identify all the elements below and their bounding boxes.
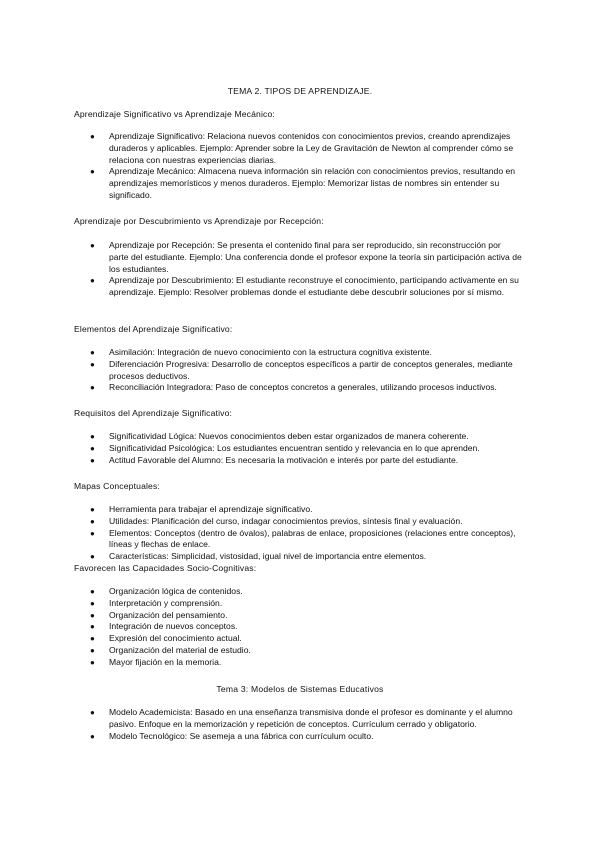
bullet-icon: ●: [90, 455, 95, 465]
bullet-icon: ●: [90, 634, 95, 644]
list-item: [0, 645, 329, 657]
bullet-icon: ●: [90, 443, 95, 453]
bullet-icon: ●: [90, 598, 95, 608]
page-title: TEMA 2. TIPOS DE APRENDIZAJE.: [227, 86, 373, 96]
list-item-text: Organización lógica de contenidos.: [109, 586, 243, 596]
bullet-icon: ●: [90, 348, 95, 357]
bullet-icon: ●: [90, 552, 95, 562]
bullet-icon: ●: [90, 610, 95, 620]
list-item: [0, 382, 600, 394]
bullet-list: [0, 707, 600, 742]
list-item-text: Aprendizaje Significativo: Relaciona nuevos contenidos con conocimientos previos, creando aprendizajes duraderos y aplicables. Ejemplo: Aprender sobre la Ley de Gravitación de Newton al comprender cómo se relaciona con nuestras experiencias diarias.: [109, 131, 514, 165]
list-item: [0, 528, 600, 552]
bullet-icon: ●: [90, 359, 95, 369]
bullet-list: [0, 431, 558, 466]
list-item: [0, 431, 558, 443]
list-item: [0, 166, 600, 201]
list-item: [0, 731, 600, 743]
bullet-icon: ●: [90, 383, 95, 393]
bullet-icon: ●: [90, 657, 95, 667]
section-heading: Aprendizaje Significativo vs Aprendizaje Mecánico:: [74, 109, 275, 119]
list-item-text: Mayor fijación en la memoria.: [109, 656, 222, 667]
list-item: [0, 610, 329, 622]
bullet-icon: ●: [90, 708, 95, 717]
list-item-text: Actitud Favorable del Alumno: Es necesaria la motivación e interés por parte del estudiante.: [109, 454, 459, 465]
list-item-text: Reconciliación Integradora: Paso de conceptos concretos a generales, utilizando procesos inductivos.: [109, 382, 497, 393]
list-item-text: Interpretación y comprensión.: [109, 597, 223, 608]
list-item: [0, 586, 329, 598]
list-item-text: Diferenciación Progresiva: Desarrollo de conceptos específicos a partir de conceptos generales, mediante procesos deductivos.: [109, 358, 513, 381]
list-item-text: Aprendizaje Mecánico: Almacena nueva información sin relación con conocimientos previos, resultando en aprendizajes memorísticos y menos duraderos. Ejemplo: Memorizar listas de nombres sin entender su significado.: [109, 166, 516, 200]
list-item-text: Aprendizaje por Descubrimiento: El estudiante reconstruye el conocimiento, participando activamente en su aprendizaje. Ejemplo: Resolver problemas donde el estudiante debe descubrir soluciones por sí mismo.: [109, 275, 519, 298]
bullet-list: [0, 347, 600, 394]
list-item-text: Características: Simplicidad, vistosidad, igual nivel de importancia entre elementos.: [109, 551, 427, 562]
list-item: [0, 516, 600, 528]
bullet-icon: ●: [90, 516, 95, 526]
bullet-list: [0, 504, 600, 563]
bullet-icon: ●: [90, 505, 95, 514]
section-heading: Requisitos del Aprendizaje Significativo:: [74, 408, 233, 418]
list-item-text: Expresión del conocimiento actual.: [109, 633, 242, 644]
list-item-text: Elementos: Conceptos (dentro de óvalos), palabras de enlace, proposiciones (relaciones entre conceptos), líneas y flechas de enlace.: [109, 527, 516, 550]
list-item: [0, 707, 600, 731]
list-item: [0, 504, 600, 516]
list-item-text: Herramienta para trabajar el aprendizaje significativo.: [109, 504, 313, 514]
bullet-icon: ●: [90, 622, 95, 632]
bullet-icon: ●: [90, 241, 95, 250]
list-item: [0, 633, 329, 645]
list-item-text: Modelo Academicista: Basado en una enseñanza transmisiva donde el profesor es dominante y el alumno pasivo. Enfoque en la memorización y repetición de conceptos. Currículum cerrado y obligatorio.: [109, 707, 513, 729]
bullet-icon: ●: [90, 132, 95, 141]
bullet-icon: ●: [90, 587, 95, 596]
list-item-text: Modelo Tecnológico: Se asemeja a una fábrica con currículum oculto.: [109, 730, 374, 741]
list-item: [0, 455, 558, 467]
list-item-text: Organización del material de estudio.: [109, 644, 251, 655]
section-heading: Favorecen las Capacidades Socio-Cognitivas:: [74, 563, 257, 573]
list-item-text: Significatividad Lógica: Nuevos conocimientos deben estar organizados de manera coherente.: [109, 431, 469, 441]
list-item: [0, 359, 600, 383]
section-heading: Aprendizaje por Descubrimiento vs Aprendizaje por Recepción:: [74, 216, 324, 226]
list-item: [0, 657, 329, 669]
list-item-text: Organización del pensamiento.: [109, 609, 228, 620]
list-item-text: Integración de nuevos conceptos.: [109, 621, 238, 632]
list-item: [0, 551, 600, 563]
list-item-text: Utilidades: Planificación del curso, indagar conocimientos previos, síntesis final y evaluación.: [109, 515, 463, 526]
list-item-text: Asimilación: Integración de nuevo conocimiento con la estructura cognitiva existente.: [109, 347, 432, 357]
bullet-list: [0, 586, 329, 669]
bullet-list: [0, 131, 600, 202]
list-item: [0, 275, 600, 299]
bullet-icon: ●: [90, 167, 95, 177]
list-item: [0, 598, 329, 610]
bullet-icon: ●: [90, 276, 95, 286]
section-heading: Mapas Conceptuales:: [74, 481, 160, 491]
list-item: [0, 240, 600, 275]
list-item: [0, 347, 600, 359]
list-item-text: Significatividad Psicológica: Los estudiantes encuentran sentido y relevancia en lo que aprenden.: [109, 442, 480, 453]
list-item: [0, 131, 600, 166]
section-title: Tema 3: Modelos de Sistemas Educativos: [216, 684, 384, 694]
bullet-list: [0, 240, 600, 299]
bullet-icon: ●: [90, 645, 95, 655]
bullet-icon: ●: [90, 731, 95, 741]
list-item: [0, 621, 329, 633]
bullet-icon: ●: [90, 432, 95, 441]
section-heading: Elementos del Aprendizaje Significativo:: [74, 324, 233, 334]
bullet-icon: ●: [90, 528, 95, 538]
list-item-text: Aprendizaje por Recepción: Se presenta el contenido final para ser reproducido, sin reconstrucción por parte del estudiante. Ejemplo: Una conferencia donde el profesor expone la teoría sin participación activa de los estudiantes.: [109, 240, 522, 274]
list-item: [0, 443, 558, 455]
